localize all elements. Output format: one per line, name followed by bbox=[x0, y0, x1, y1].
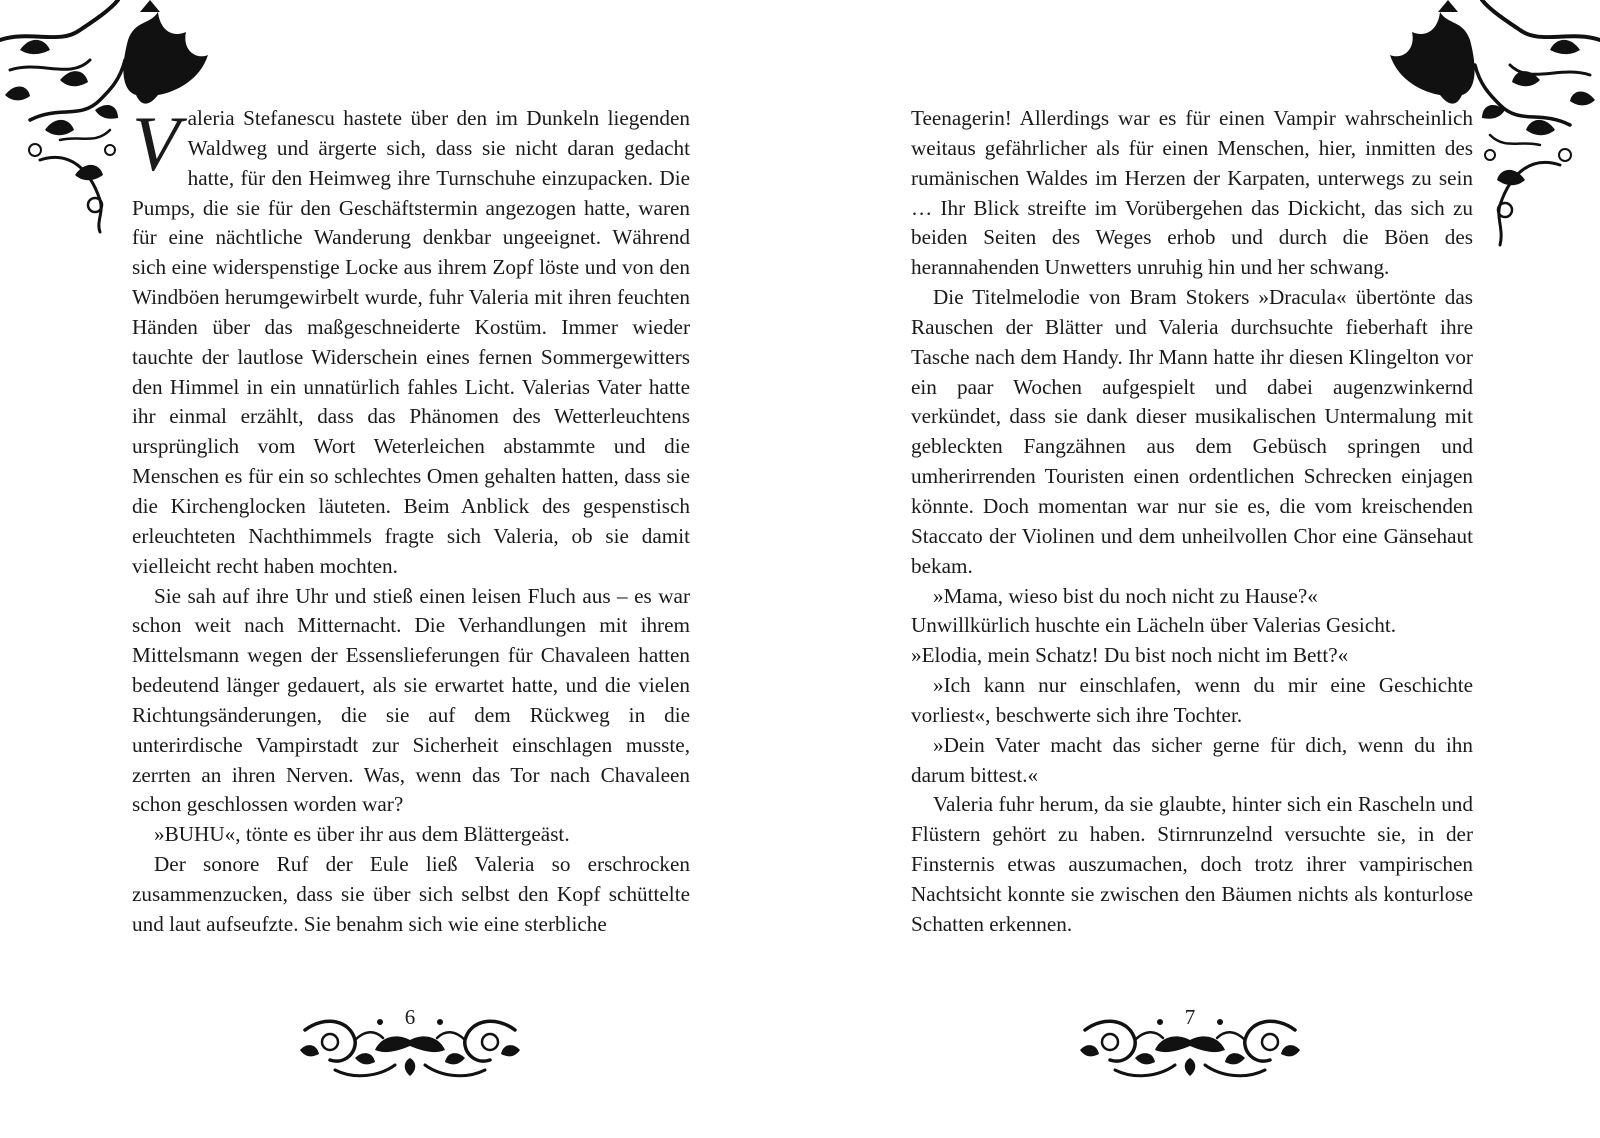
paragraph: Unwillkürlich huschte ein Lächeln über Valerias Gesicht. bbox=[911, 613, 1397, 638]
paragraph: »Mama, wieso bist du noch nicht zu Hause?« bbox=[933, 583, 1318, 608]
paragraph: »Dein Vater macht das sicher gerne für dich, wenn du ihn darum bittest.« bbox=[911, 732, 1473, 787]
paragraph bbox=[132, 100, 690, 582]
page-number: 6 bbox=[404, 1005, 416, 1029]
filigree-ornament-icon bbox=[1075, 1010, 1305, 1085]
right-page bbox=[800, 0, 1600, 1138]
paragraph: »BUHU«, tönte es über ihr aus dem Blättergeäst. bbox=[154, 822, 570, 847]
drop-cap: V bbox=[132, 100, 180, 187]
paragraph: Sie sah auf ihre Uhr und stieß einen leisen Fluch aus – es war schon weit nach Mitternacht. Die Verhandlungen mit ihrem Mittelsmann wegen der Essenslieferungen für Chavaleen hatten bedeutend länger gedauert, als sie erwartet hatte, und die vielen Richtungsänderungen, die sie auf dem Rückweg in die unterirdische Vampirstadt zur Sicherheit einschlagen musste, zerrten an ihren Nerven. Was, wenn das Tor nach Chavaleen schon geschlossen worden war? bbox=[132, 583, 690, 817]
page-number: 7 bbox=[1184, 1005, 1196, 1029]
left-page-text bbox=[132, 100, 690, 940]
paragraph: »Elodia, mein Schatz! Du bist noch nicht im Bett?« bbox=[911, 643, 1349, 668]
paragraph: Die Titelmelodie von Bram Stokers »Dracula« übertönte das Rauschen der Blätter und Valeria durchsuchte fieberhaft ihre Tasche nach dem Handy. Ihr Mann hatte ihr diesen Klingelton vor ein paar Wochen aufgespielt und dabei augenzwinkernd verkündet, dass sie dank dieser musikalischen Untermalung mit gebleckten Fangzähnen aus dem Gebüsch springen und umherirrenden Touristen einen ordentlichen Schrecken einjagen könnte. Doch momentan war nur sie es, die vom kreischenden Staccato der Violinen und dem unheilvollen Chor eine Gänsehaut bekam. bbox=[911, 285, 1473, 578]
paragraph-text: aleria Stefanescu hastete über den im Dunkeln liegenden Waldweg und ärgerte sich, dass sie nicht daran gedacht hatte, für den Heimweg ihre Turnschuhe einzupacken. Die Pumps, die sie für den Geschäftstermin angezogen hatte, waren für eine nächtliche Wanderung denkbar ungeeignet. Während sich eine widerspenstige Locke aus ihrem Zopf löste und von den Windböen herumgewirbelt wurde, fuhr Valeria mit ihren feuchten Händen über das maßgeschneiderte Kostüm. Immer wieder tauchte der lautlose Widerschein eines fernen Sommergewitters den Himmel in ein unnatürlich fahles Licht. Valerias Vater hatte ihr einmal erzählt, dass das Phänomen des Wetterleuchtens ursprünglich vom Wort Weterleichen abstammte und die Menschen es für ein so schlechtes Omen gehalten hatten, dass sie die Kirchenglocken läuteten. Beim Anblick des gespenstisch erleuchteten Nachthimmels fragte sich Valeria, ob sie damit vielleicht recht haben mochten. bbox=[132, 106, 690, 578]
paragraph: Der sonore Ruf der Eule ließ Valeria so erschrocken zusammenzucken, dass sie über sich selbst den Kopf schüttelte und laut aufseufzte. Sie benahm sich wie eine sterbliche bbox=[132, 852, 690, 936]
paragraph: »Ich kann nur einschlafen, wenn du mir eine Geschichte vorliest«, beschwerte sich ihre Tochter. bbox=[911, 673, 1473, 727]
right-page-text bbox=[911, 104, 1473, 940]
paragraph: Valeria fuhr herum, da sie glaubte, hinter sich ein Rascheln und Flüstern gehört zu haben. Stirnrunzelnd versuchte sie, in der Finsternis etwas auszumachen, doch trotz ihrer vampirischen Nachtsicht konnte sie zwischen den Bäumen nichts als konturlose Schatten erkennen. bbox=[911, 792, 1473, 936]
filigree-ornament-icon bbox=[295, 1010, 525, 1085]
paragraph: Teenagerin! Allerdings war es für einen Vampir wahrscheinlich weitaus gefährlicher als für einen Menschen, hier, inmitten des rumänischen Waldes im Herzen der Karpaten, unterwegs zu sein … Ihr Blick streifte im Vorübergehen das Dickicht, das sich zu beiden Seiten des Weges erhob und durch die Böen des herannahenden Unwetters unruhig hin und her schwang. bbox=[911, 106, 1473, 280]
